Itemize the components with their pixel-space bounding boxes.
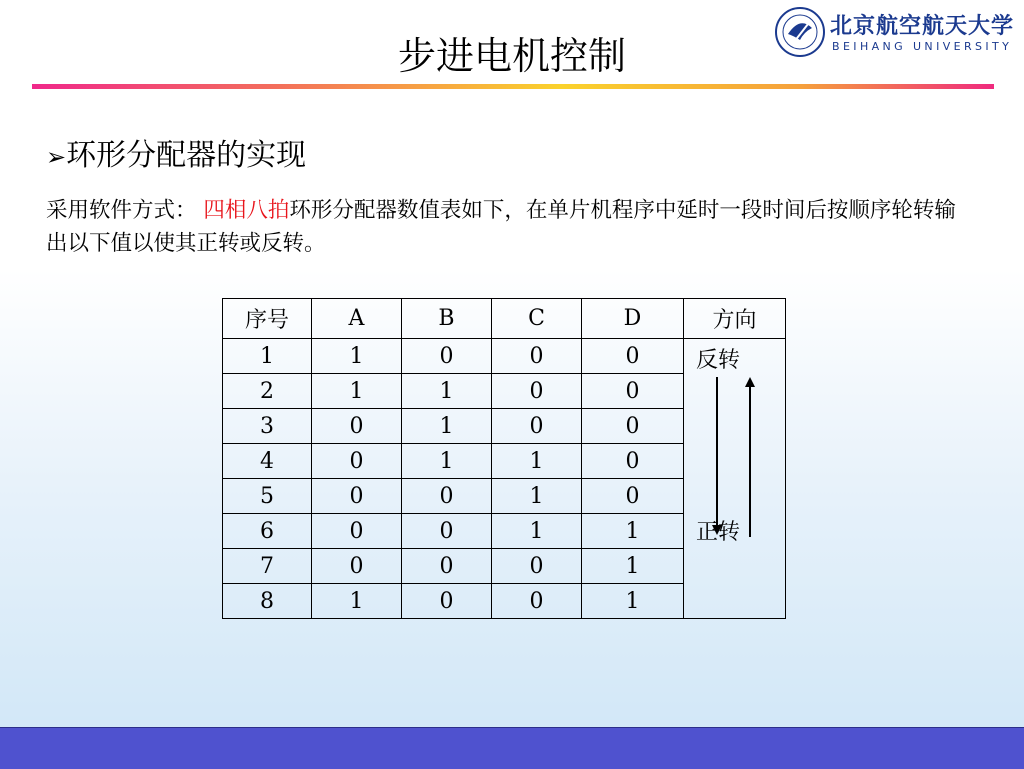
table-cell: 0	[492, 584, 582, 619]
table-cell: 0	[312, 479, 402, 514]
table-cell: 8	[223, 584, 312, 619]
table-cell: 0	[492, 409, 582, 444]
table-cell: 0	[492, 549, 582, 584]
table-cell: 0	[582, 339, 684, 374]
table-cell: 0	[492, 339, 582, 374]
header-direction: 方向	[684, 299, 786, 339]
header-b: B	[402, 299, 492, 339]
table-cell: 7	[223, 549, 312, 584]
university-name-en: BEIHANG UNIVERSITY	[832, 40, 1013, 53]
direction-forward-label: 正转	[696, 520, 741, 545]
table-cell: 1	[582, 514, 684, 549]
header-index: 序号	[223, 299, 312, 339]
table-header-row	[223, 299, 786, 339]
university-emblem-icon	[774, 6, 826, 58]
table-cell: 0	[402, 514, 492, 549]
table-cell: 0	[312, 444, 402, 479]
body-paragraph	[46, 194, 966, 260]
university-name-cn: 北京航空航天大学	[830, 13, 1015, 39]
table-cell: 3	[223, 409, 312, 444]
arrow-down-icon	[712, 377, 722, 535]
table-cell: 0	[582, 444, 684, 479]
direction-arrows	[684, 339, 785, 619]
header-a: A	[312, 299, 402, 339]
table-cell: 0	[492, 374, 582, 409]
slide-title: 步进电机控制	[397, 34, 626, 78]
phase-sequence-table	[222, 298, 786, 619]
university-logo	[774, 6, 1014, 58]
table-cell: 6	[223, 514, 312, 549]
body-prefix: 采用软件方式：	[46, 198, 197, 223]
table-cell: 0	[402, 339, 492, 374]
table-cell: 0	[582, 409, 684, 444]
table-cell: 0	[402, 584, 492, 619]
table-cell: 0	[312, 514, 402, 549]
table-cell: 2	[223, 374, 312, 409]
direction-reverse-label: 反转	[696, 348, 741, 373]
header-d: D	[582, 299, 684, 339]
table-cell: 1	[492, 479, 582, 514]
table-cell: 1	[402, 374, 492, 409]
table-cell: 1	[312, 339, 402, 374]
body-suffix: 环形分配器数值表如下，在单片机程序中延时一段时间后按顺序轮转输出以下值以使其正转或反转。	[46, 198, 956, 256]
table-cell: 1	[582, 549, 684, 584]
table-cell: 4	[223, 444, 312, 479]
table-cell: 5	[223, 479, 312, 514]
table-cell: 0	[402, 549, 492, 584]
footer-bar	[0, 727, 1024, 769]
table-cell: 1	[492, 514, 582, 549]
title-divider	[32, 84, 994, 89]
table-row	[223, 339, 786, 374]
header-c: C	[492, 299, 582, 339]
direction-cell	[684, 339, 786, 619]
table-cell: 1	[223, 339, 312, 374]
section-heading-text: 环形分配器的实现	[66, 138, 307, 173]
table-cell: 1	[402, 444, 492, 479]
table-cell: 0	[582, 374, 684, 409]
table-cell: 1	[402, 409, 492, 444]
table-cell: 0	[582, 479, 684, 514]
table-cell: 1	[492, 444, 582, 479]
table-cell: 1	[312, 584, 402, 619]
table-cell: 1	[312, 374, 402, 409]
arrow-up-icon	[745, 377, 755, 537]
section-heading	[46, 130, 306, 174]
table-cell: 1	[582, 584, 684, 619]
body-highlight: 四相八拍	[203, 198, 290, 223]
arrow-bullet-icon: ➢	[46, 143, 67, 171]
table-cell: 0	[312, 549, 402, 584]
table-cell: 0	[402, 479, 492, 514]
table-cell: 0	[312, 409, 402, 444]
